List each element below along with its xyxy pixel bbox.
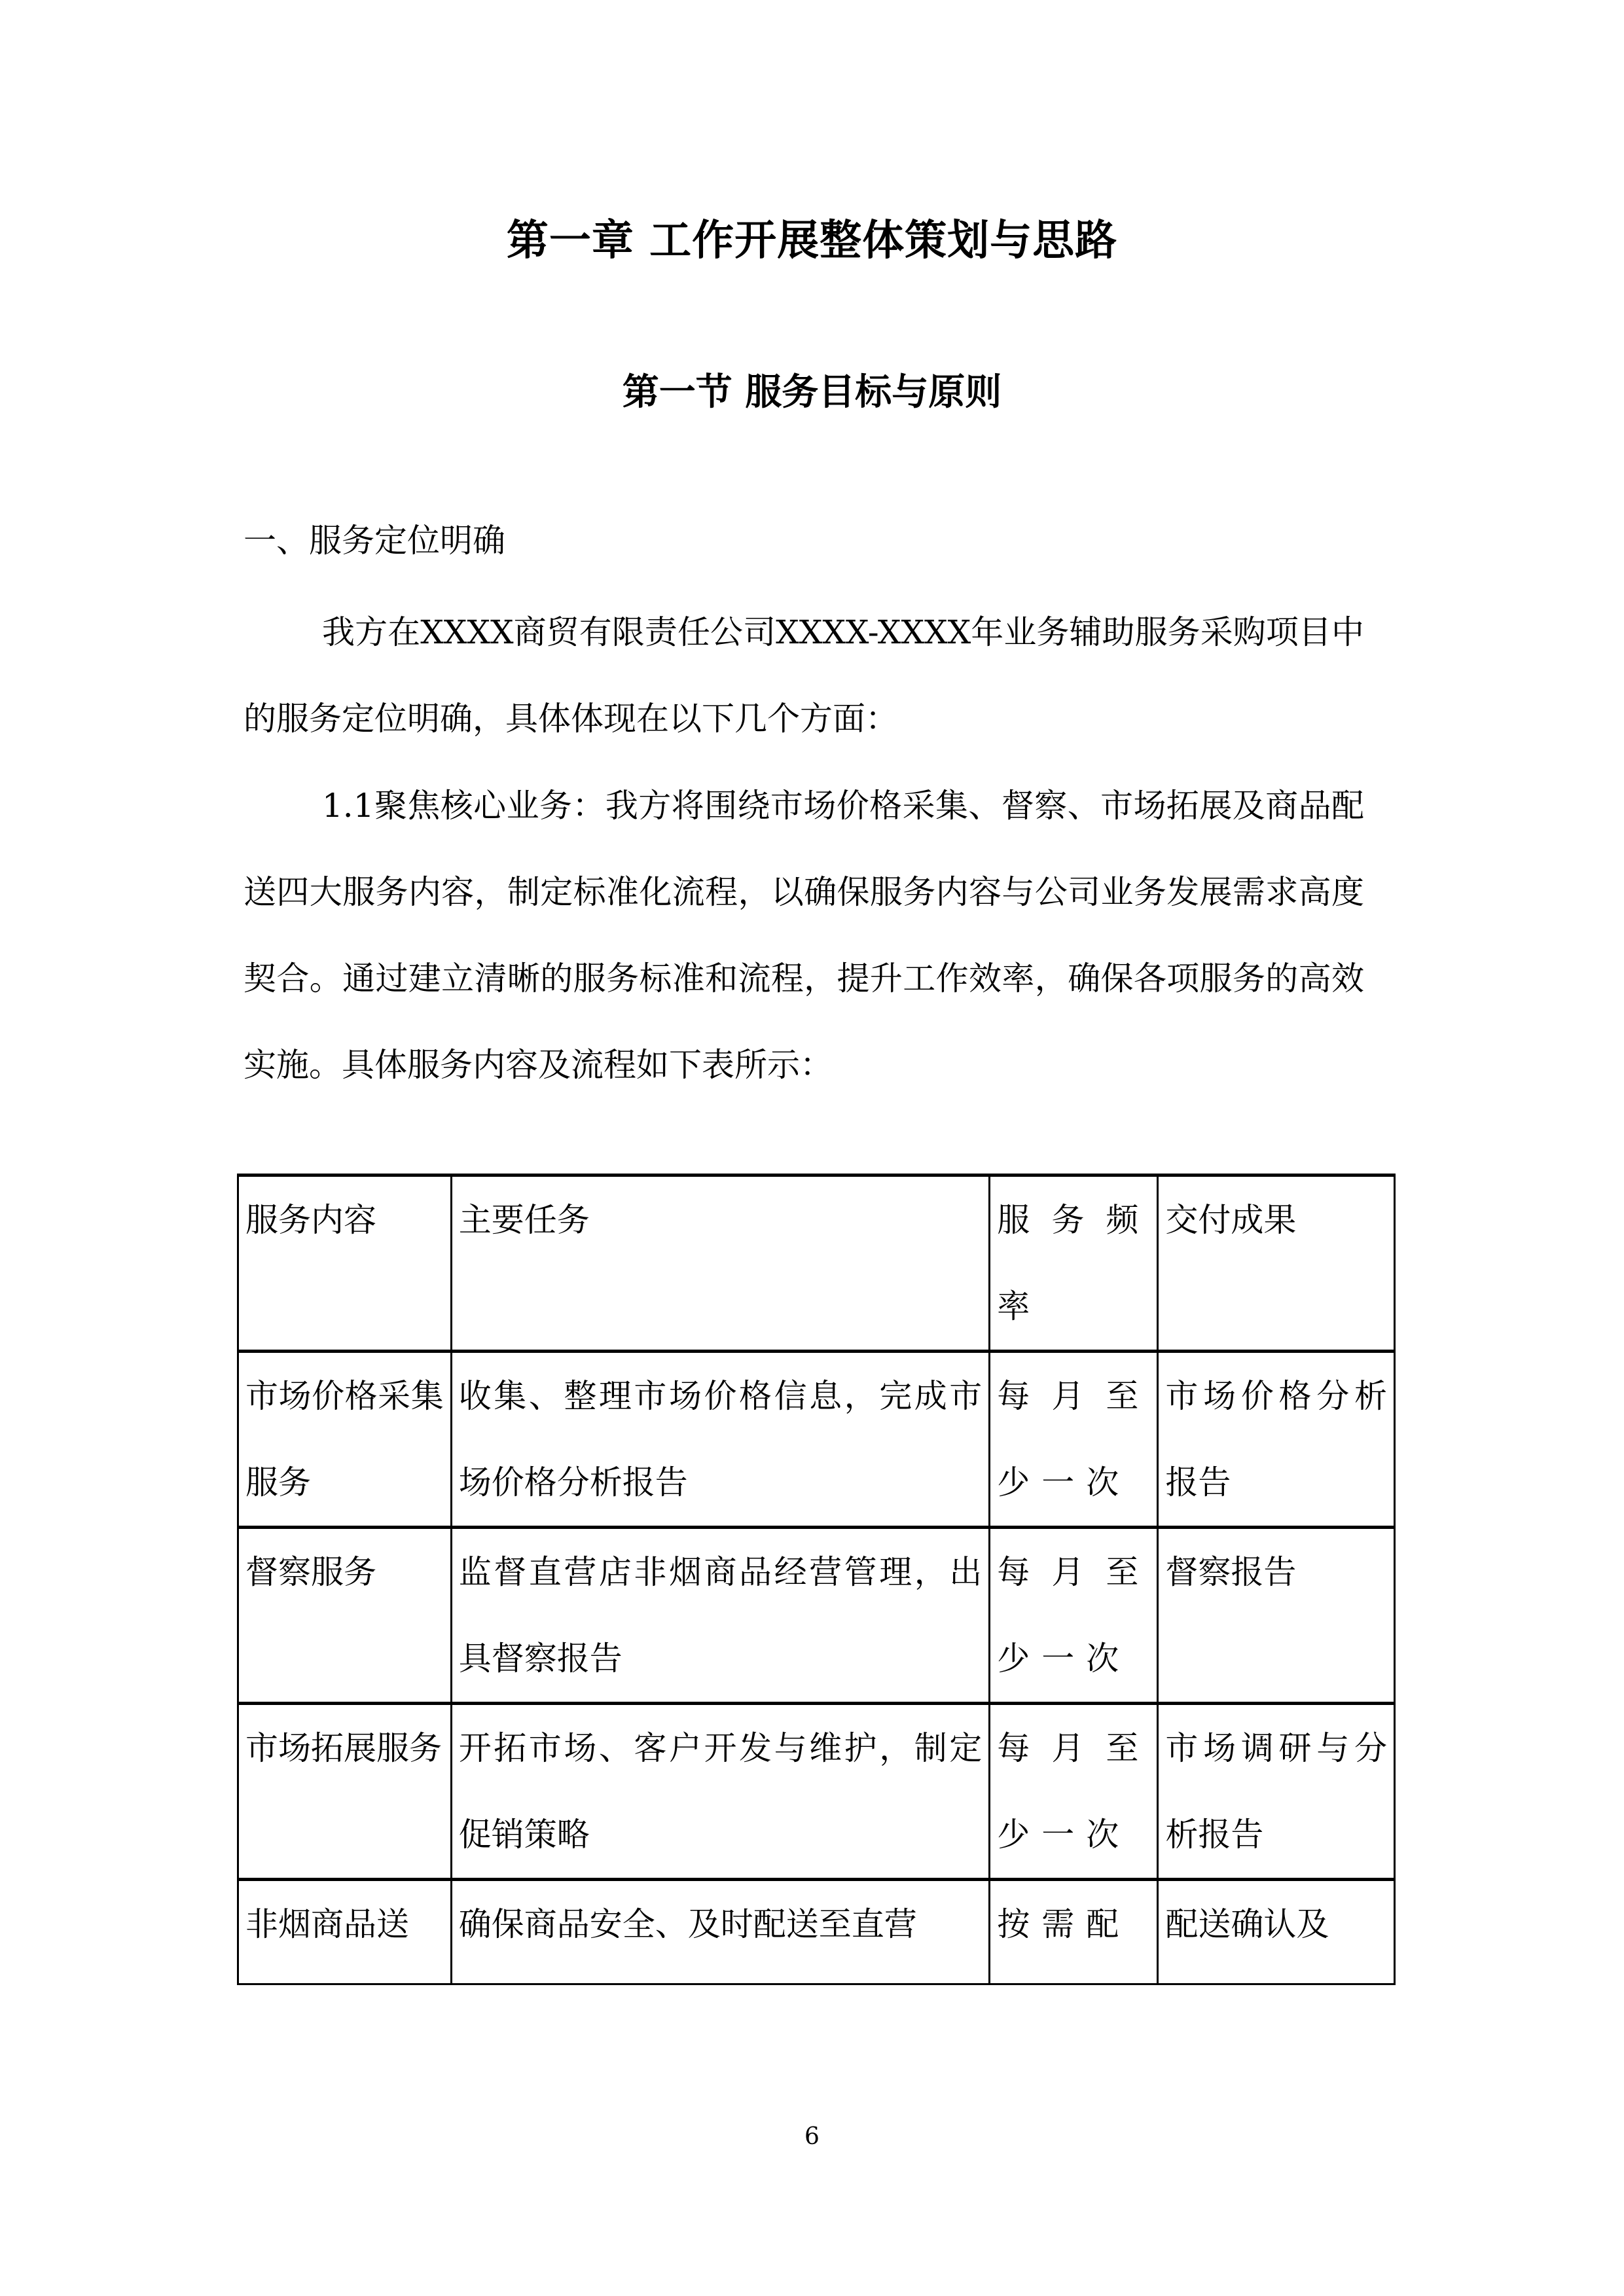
service-table xyxy=(237,1174,1396,1985)
header-cell: 服务内容 xyxy=(238,1175,452,1352)
table-cell: 收集、整理市场价格信息，完成市场价格分析报告 xyxy=(451,1352,990,1528)
page-number: 6 xyxy=(804,2123,820,2150)
paragraph-intro: 我方在XXXX商贸有限责任公司XXXX-XXXX年业务辅助服务采购项目中的服务定位明确，具体体现在以下几个方面： xyxy=(244,613,1364,738)
table-cell: 市场价格采集服务 xyxy=(238,1352,452,1528)
table-cell: 开拓市场、客户开发与维护，制定促销策略 xyxy=(451,1704,990,1880)
chapter-title: 第一章 工作开展整体策划与思路 xyxy=(506,217,1118,265)
table-cell: 督察服务 xyxy=(238,1528,452,1704)
table-cell: 市场拓展服务 xyxy=(238,1704,452,1880)
table-cell: 配送确认及 xyxy=(1158,1880,1395,1984)
table-cell: 每月至少一次 xyxy=(990,1352,1158,1528)
paragraph-core-business: 1.1聚焦核心业务：我方将围绕市场价格采集、督察、市场拓展及商品配送四大服务内容，制定标准化流程，以确保服务内容与公司业务发展需求高度契合。通过建立清晰的服务标准和流程，提升工作效率，确保各项服务的高效实施。具体服务内容及流程如下表所示： xyxy=(244,787,1364,1084)
section-title: 第一节 服务目标与原则 xyxy=(622,371,1002,414)
table-cell: 非烟商品送 xyxy=(238,1880,452,1984)
table-header-row xyxy=(238,1175,1395,1352)
table-cell: 每月至少一次 xyxy=(990,1528,1158,1704)
table-cell: 督察报告 xyxy=(1158,1528,1395,1704)
header-cell: 主要任务 xyxy=(451,1175,990,1352)
header-cell: 交付成果 xyxy=(1158,1175,1395,1352)
table-row xyxy=(238,1352,1395,1528)
header-cell: 服务频率 xyxy=(990,1175,1158,1352)
subsection-heading: 一、服务定位明确 xyxy=(244,522,505,560)
table-cell: 监督直营店非烟商品经营管理，出具督察报告 xyxy=(451,1528,990,1704)
table-cell: 市场调研与分析报告 xyxy=(1158,1704,1395,1880)
table-cell: 每月至少一次 xyxy=(990,1704,1158,1880)
table-row xyxy=(238,1880,1395,1984)
table-cell: 确保商品安全、及时配送至直营 xyxy=(451,1880,990,1984)
table-cell: 按需配 xyxy=(990,1880,1158,1984)
table-row xyxy=(238,1704,1395,1880)
table-cell: 市场价格分析报告 xyxy=(1158,1352,1395,1528)
table-row xyxy=(238,1528,1395,1704)
